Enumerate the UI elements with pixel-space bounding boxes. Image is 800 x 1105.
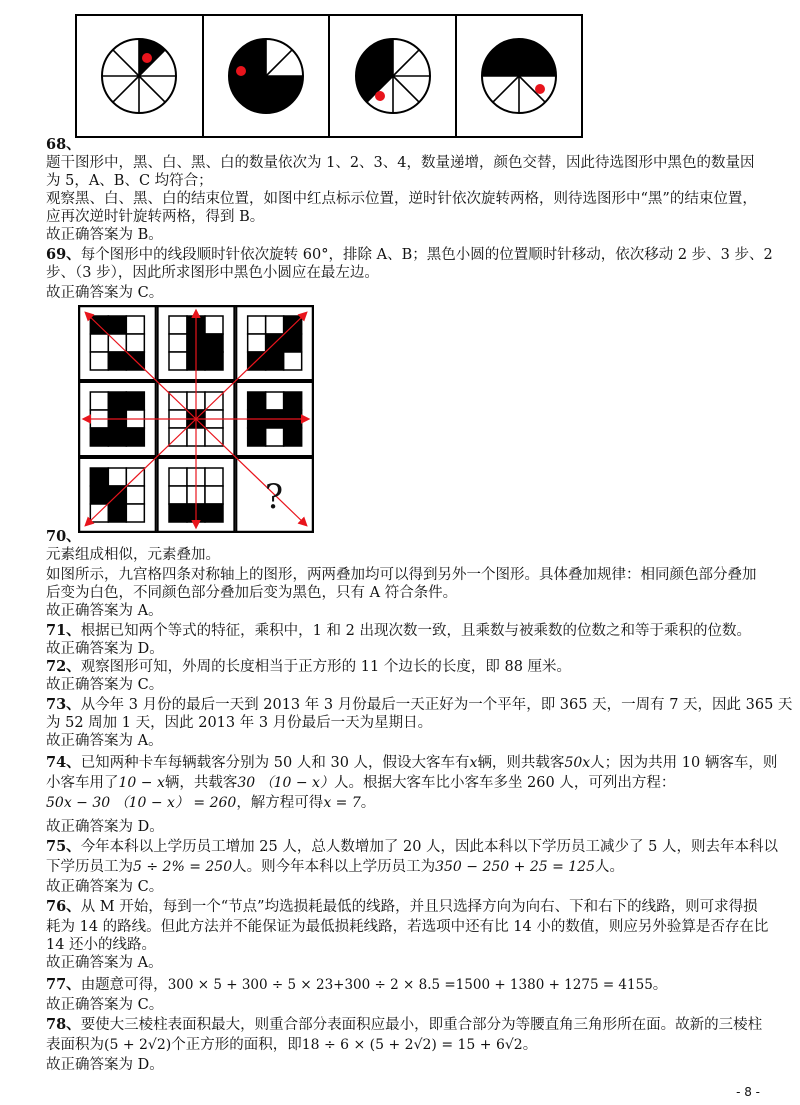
q70-subcell <box>284 428 302 446</box>
q68-line1: 题干图形中，黑、白、黑、白的数量依次为 1、2、3、4，数量递增，颜色交替，因此待选图形中黑色的数量因 <box>46 155 755 171</box>
q70-subcell <box>90 392 108 410</box>
q75-math-1: 5 ÷ 2% = 250 <box>133 859 233 875</box>
q69-number: 69、 <box>46 246 81 263</box>
q74-text-1b: 辆，则共载客 <box>477 755 565 771</box>
q70-subcell <box>266 352 284 370</box>
q70-subcell <box>284 392 302 410</box>
q68-figure <box>75 14 583 138</box>
q70-subcell <box>108 352 126 370</box>
q70-answer: 故正确答案为 A。 <box>46 603 163 619</box>
q75-answer: 故正确答案为 C。 <box>46 879 164 895</box>
q77-number: 77、 <box>46 976 81 993</box>
q70-number-line <box>46 528 81 546</box>
q70-subcell <box>126 334 144 352</box>
q68-red-dot <box>535 84 545 94</box>
q75-text-2b: 人。则今年本科以上学历员工为 <box>232 859 436 875</box>
q68-red-dot <box>142 53 152 63</box>
q70-subcell <box>169 468 187 486</box>
q70-subcell <box>205 486 223 504</box>
q68-red-dot <box>236 66 246 76</box>
q73-line1-row <box>46 696 792 714</box>
q70-subcell <box>205 504 223 522</box>
q70-subcell <box>90 428 108 446</box>
q76-line2: 耗为 14 的路线。但此方法并不能保证为最低损耗线路，若选项中还有比 14 小的数值，则应另外验算是否存在比 <box>46 919 769 935</box>
q75-math-2: 350 − 250 + 25 = 125 <box>435 859 595 875</box>
q68-red-dot <box>375 91 385 101</box>
q74-text-1a: 已知两种卡车每辆载客分别为 50 人和 30 人，假设大客车有 <box>80 755 470 771</box>
q73-answer: 故正确答案为 A。 <box>46 733 163 749</box>
q74-math-equation: 50x − 30 （10 − x） = 260 <box>46 795 237 811</box>
q70-subcell <box>108 468 126 486</box>
q78-line2 <box>46 1036 537 1054</box>
q72-line1: 观察图形可知，外周的长度相当于正方形的 11 个边长的长度，即 88 厘米。 <box>80 659 572 675</box>
q68-circle-panel <box>356 39 430 113</box>
q75-text-2c: 人。 <box>594 859 624 875</box>
q74-line3 <box>46 794 375 812</box>
q74-text-2a: 小客车用了 <box>46 775 119 791</box>
q71-line1-row <box>46 622 751 640</box>
q78-math-1: (5 + 2√2) <box>104 1037 172 1053</box>
q70-number: 70、 <box>46 528 81 545</box>
q72-line1-row <box>46 658 571 676</box>
q70-subcell <box>205 316 223 334</box>
q69-line2: 步、（3 步），因此所求图形中黑色小圆应在最左边。 <box>46 265 379 281</box>
q74-math-10-x: 10 − x <box>118 775 165 791</box>
q70-subcell <box>284 352 302 370</box>
q68-line3: 观察黑、白、黑、白的结束位置，如图中红点标示位置，逆时针依次旋转两格，则待选图形中“黑”的结束位置， <box>46 191 757 207</box>
q70-subcell <box>266 428 284 446</box>
q69-answer: 故正确答案为 C。 <box>46 285 164 301</box>
q74-number: 74、 <box>46 754 81 771</box>
q72-number: 72、 <box>46 658 81 675</box>
q70-subcell <box>266 392 284 410</box>
q73-line2: 为 52 周加 1 天，因此 2013 年 3 月份最后一天为星期日。 <box>46 715 433 731</box>
q78-number: 78、 <box>46 1016 81 1033</box>
q76-answer: 故正确答案为 A。 <box>46 955 163 971</box>
q76-number: 76、 <box>46 898 81 915</box>
q70-subcell <box>126 428 144 446</box>
q75-line1-row <box>46 838 778 856</box>
q71-number: 71、 <box>46 622 81 639</box>
q70-question-mark: ? <box>264 477 284 517</box>
q74-text-2c: 人。根据大客车比小客车多坐 260 人，可列出方程： <box>333 775 676 791</box>
q70-subcell <box>126 392 144 410</box>
q74-text-3c: 。 <box>360 795 376 811</box>
q75-number: 75、 <box>46 838 81 855</box>
q70-subcell <box>169 352 187 370</box>
q68-circle-panel <box>229 39 303 113</box>
q74-math-30: 30 （10 − x） <box>237 775 334 791</box>
q68-answer: 故正确答案为 B。 <box>46 227 163 243</box>
q74-math-50x: 50x <box>564 755 591 771</box>
q78-text-2c: 。 <box>522 1037 538 1053</box>
q68-number: 68、 <box>46 136 81 153</box>
q76-line1: 从 M 开始，每到一个“节点”均选损耗最低的线路，并且只选择方向为向右、下和右下的线路，则可求得损 <box>80 899 758 915</box>
q70-subcell <box>169 504 187 522</box>
q78-answer: 故正确答案为 D。 <box>46 1057 164 1073</box>
q70-subcell <box>108 504 126 522</box>
q70-subcell <box>248 392 266 410</box>
q70-subcell <box>266 316 284 334</box>
q70-subcell <box>205 334 223 352</box>
q76-line3: 14 还小的线路。 <box>46 937 157 953</box>
q77-answer: 故正确答案为 C。 <box>46 997 164 1013</box>
page-number: - 8 - <box>736 1085 760 1099</box>
q74-answer: 故正确答案为 D。 <box>46 819 164 835</box>
q78-math-2: 18 ÷ 6 × (5 + 2√2) = 15 + 6√2 <box>301 1037 523 1053</box>
q71-answer: 故正确答案为 D。 <box>46 641 164 657</box>
q68-circle-panel <box>102 39 176 113</box>
q74-line1 <box>46 754 777 772</box>
q77-math: 300 × 5 + 300 ÷ 5 × 23+300 ÷ 2 × 8.5 =1500 + 1380 + 1275 = 4155 <box>167 977 653 993</box>
q70-subcell <box>169 334 187 352</box>
q78-text-2a: 表面积为 <box>46 1037 104 1053</box>
q74-math-x: x <box>469 755 478 771</box>
q68-line4: 应再次逆时针旋转两格，得到 B。 <box>46 209 265 225</box>
q70-subcell <box>248 428 266 446</box>
q76-line1-row <box>46 898 758 916</box>
q78-line1-row <box>46 1016 762 1034</box>
q74-text-3b: ，解方程可得 <box>236 795 324 811</box>
q69-line1: 每个图形中的线段顺时针依次旋转 60°，排除 A、B；黑色小圆的位置顺时针移动，依次移动 2 步、3 步、2 <box>80 247 773 263</box>
q68-line2: 为 5，A、B、C 均符合； <box>46 173 213 189</box>
q73-line1: 从今年 3 月份的最后一天到 2013 年 3 月份最后一天正好为一个平年，即 365 天，一周有 7 天，因此 365 天 <box>80 697 793 713</box>
q70-subcell <box>90 486 108 504</box>
q68-circle-panel <box>482 39 556 113</box>
q70-line1: 元素组成相似，元素叠加。 <box>46 547 220 563</box>
q77-text-1b: 。 <box>652 977 668 993</box>
q70-subcell <box>108 428 126 446</box>
q70-subcell <box>248 334 266 352</box>
q72-answer: 故正确答案为 C。 <box>46 677 164 693</box>
q77-text-1a: 由题意可得， <box>80 977 168 993</box>
q78-text-2b: 个正方形的面积，即 <box>171 1037 302 1053</box>
q70-subcell <box>90 334 108 352</box>
q71-line1: 根据已知两个等式的特征，乘积中，1 和 2 出现次数一致，且乘数与被乘数的位数之和等于乘积的位数。 <box>80 623 751 639</box>
q74-math-solution: x = 7 <box>323 795 361 811</box>
q70-subcell <box>126 316 144 334</box>
q70-subcell <box>108 392 126 410</box>
q70-subcell <box>126 504 144 522</box>
q70-subcell <box>108 316 126 334</box>
q70-subcell <box>169 316 187 334</box>
q75-line1: 今年本科以上学历员工增加 25 人，总人数增加了 20 人，因此本科以下学历员工减少了 5 人，则去年本科以 <box>80 839 778 855</box>
q75-line2 <box>46 858 624 876</box>
q70-subcell <box>205 468 223 486</box>
q70-figure <box>78 305 314 533</box>
q74-text-1c: 人；因为共用 10 辆客车，则 <box>590 755 778 771</box>
q70-subcell <box>205 352 223 370</box>
q75-text-2a: 下学历员工为 <box>46 859 133 875</box>
q70-subcell <box>126 486 144 504</box>
q70-subcell <box>248 316 266 334</box>
q70-line2: 如图所示，九宫格四条对称轴上的图形，两两叠加均可以得到另外一个图形。具体叠加规律：相同颜色部分叠加 <box>46 567 757 583</box>
q70-subcell <box>169 486 187 504</box>
q69-line1-row <box>46 246 773 264</box>
q70-subcell <box>90 352 108 370</box>
q77-line1 <box>46 976 667 994</box>
q78-line1: 要使大三棱柱表面积最大，则重合部分表面积应最小，即重合部分为等腰直角三角形所在面。故新的三棱柱 <box>80 1017 763 1033</box>
q73-number: 73、 <box>46 696 81 713</box>
q74-line2 <box>46 774 675 792</box>
q70-subcell <box>284 334 302 352</box>
q74-text-2b: 辆，共载客 <box>164 775 238 791</box>
q70-line3: 后变为白色，不同颜色部分叠加后变为黑色，只有 A 符合条件。 <box>46 585 458 601</box>
q70-subcell <box>90 468 108 486</box>
q68-number-line <box>46 136 81 154</box>
